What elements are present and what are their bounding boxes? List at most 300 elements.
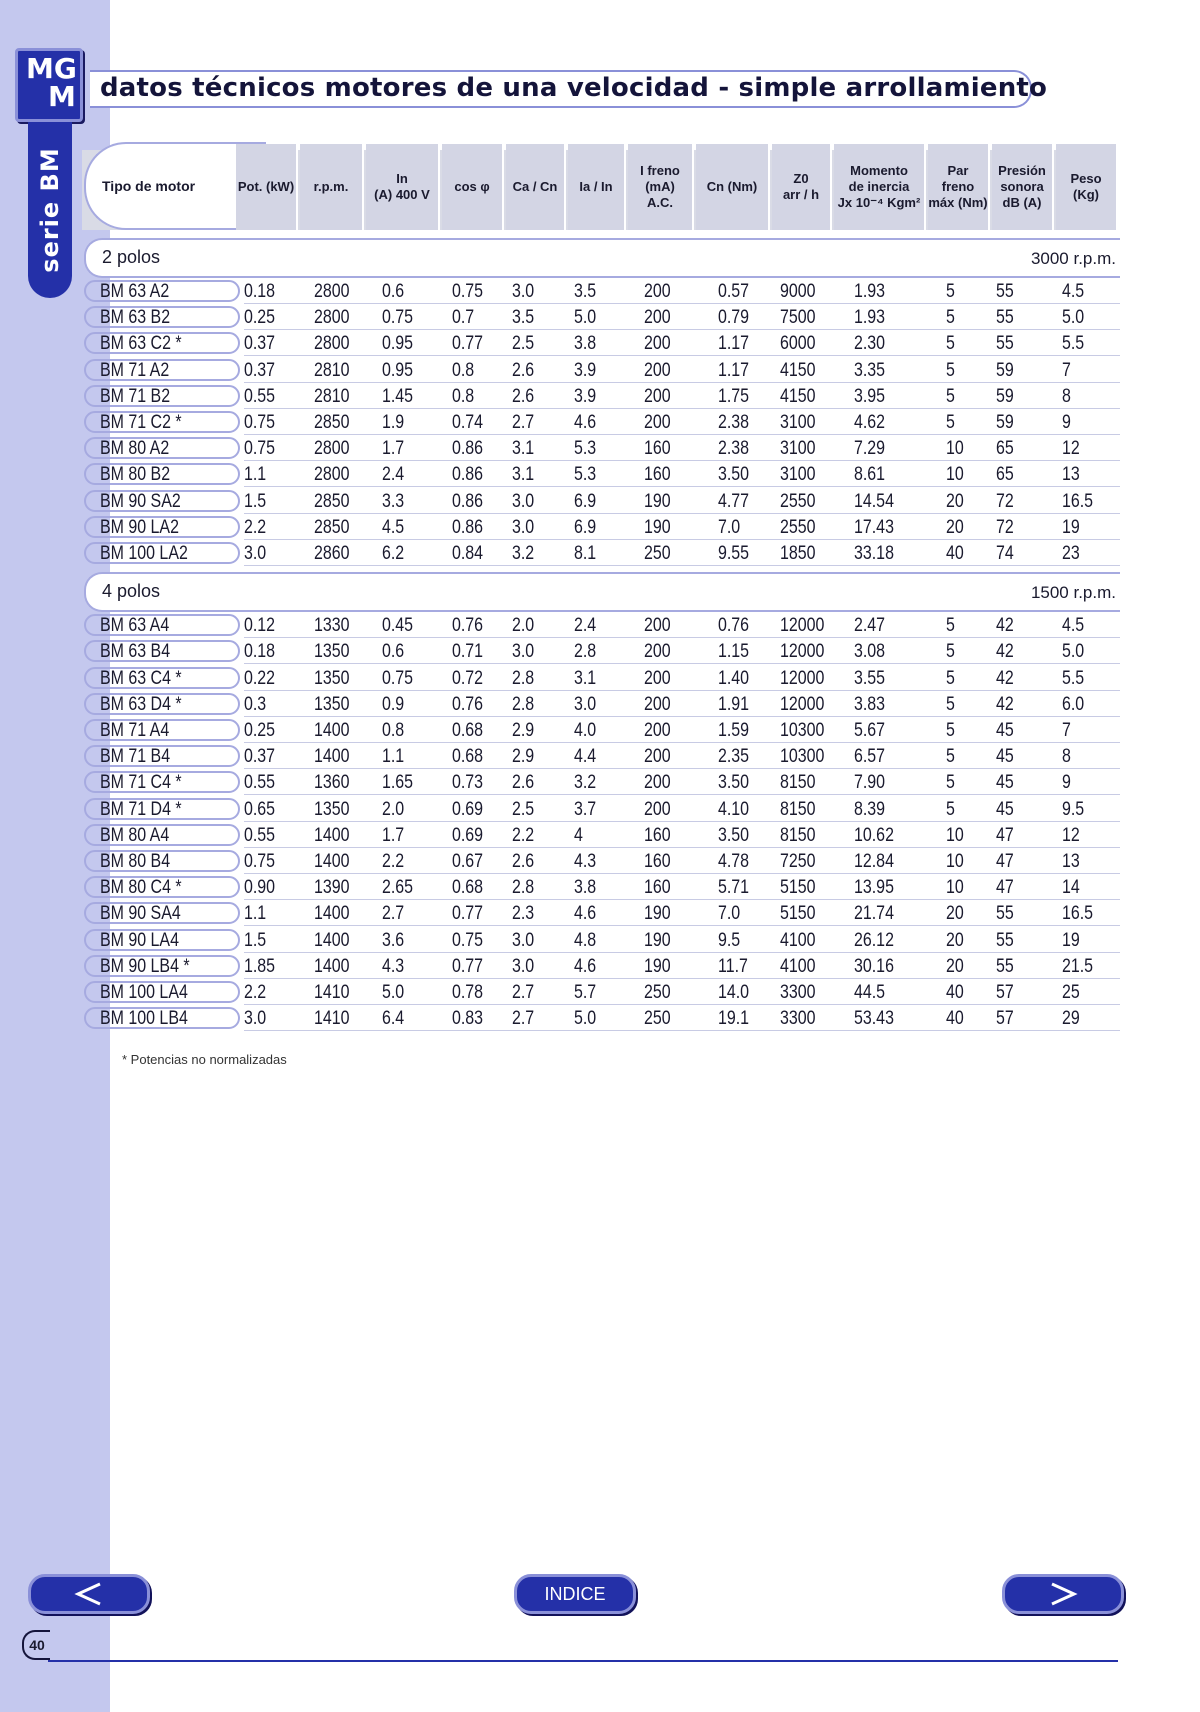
table-cell: 3.8 bbox=[574, 333, 597, 355]
table-cell: 1.9 bbox=[382, 412, 405, 433]
table-cell: 0.7 bbox=[452, 307, 475, 329]
column-header-line: freno bbox=[941, 179, 975, 194]
table-cell: 8150 bbox=[780, 798, 816, 820]
table-cell: 7 bbox=[1062, 720, 1071, 741]
table-cell: 0.72 bbox=[452, 667, 484, 689]
motor-type: BM 80 C4 * bbox=[100, 877, 182, 899]
table-cell: 1.75 bbox=[718, 385, 750, 407]
table-cell: 200 bbox=[644, 693, 671, 715]
table-cell: 8150 bbox=[780, 824, 816, 846]
table-cell: 5.0 bbox=[1062, 641, 1085, 663]
column-header bbox=[628, 144, 694, 230]
table-cell: 200 bbox=[644, 333, 671, 355]
table-cell: 3.6 bbox=[382, 929, 405, 951]
table-cell: 200 bbox=[644, 772, 671, 794]
table-cell: 4.4 bbox=[574, 746, 597, 768]
motor-type: BM 100 LB4 bbox=[100, 1008, 188, 1030]
table-cell: 160 bbox=[644, 877, 671, 899]
serie-label: serie BM bbox=[36, 147, 64, 273]
table-cell: 10300 bbox=[780, 720, 825, 741]
table-cell: 3.1 bbox=[512, 438, 535, 460]
motor-type: BM 63 C2 * bbox=[100, 333, 182, 355]
table-cell: 4100 bbox=[780, 929, 816, 951]
table-cell: 42 bbox=[996, 693, 1014, 715]
table-cell: 200 bbox=[644, 412, 671, 433]
motor-type: BM 71 C4 * bbox=[100, 772, 182, 794]
table-cell: 2.30 bbox=[854, 333, 886, 355]
column-header bbox=[1056, 144, 1118, 230]
table-cell: 2.8 bbox=[512, 693, 535, 715]
table-cell: 4.5 bbox=[382, 516, 405, 538]
group-header bbox=[84, 238, 1120, 278]
table-cell: 1.15 bbox=[718, 641, 750, 663]
table-cell: 10 bbox=[946, 851, 964, 872]
table-cell: 2.7 bbox=[512, 1008, 535, 1030]
table-cell: 1.17 bbox=[718, 333, 750, 355]
table-cell: 160 bbox=[644, 824, 671, 846]
table-cell: 2800 bbox=[314, 307, 350, 329]
table-cell: 2.2 bbox=[512, 824, 535, 846]
table-cell: 2550 bbox=[780, 490, 816, 512]
table-cell: 5.5 bbox=[1062, 333, 1085, 355]
table-cell: 9.5 bbox=[718, 929, 741, 951]
motor-type: BM 63 D4 * bbox=[100, 693, 182, 715]
motor-type: BM 63 B2 bbox=[100, 307, 171, 329]
column-header bbox=[772, 144, 832, 230]
table-cell: 1.45 bbox=[382, 385, 414, 407]
table-cell: 3300 bbox=[780, 1008, 816, 1030]
table-cell: 1.59 bbox=[718, 720, 750, 741]
table-cell: 8.39 bbox=[854, 798, 886, 820]
table-cell: 1.7 bbox=[382, 438, 405, 460]
table-row bbox=[84, 461, 1120, 487]
table-cell: 5 bbox=[946, 359, 955, 381]
table-cell: 29 bbox=[1062, 1008, 1080, 1030]
table-cell: 0.18 bbox=[244, 281, 276, 302]
table-cell: 33.18 bbox=[854, 543, 894, 564]
table-cell: 2850 bbox=[314, 516, 350, 538]
table-cell: 0.25 bbox=[244, 307, 276, 329]
table-cell: 0.75 bbox=[382, 307, 414, 329]
table-cell: 0.75 bbox=[452, 281, 484, 302]
table-cell: 160 bbox=[644, 464, 671, 486]
table-row bbox=[84, 796, 1120, 822]
table-cell: 20 bbox=[946, 903, 964, 925]
column-header-line: Par bbox=[947, 163, 969, 178]
table-cell: 2800 bbox=[314, 438, 350, 460]
column-header-line: Pot. (kW) bbox=[237, 179, 295, 194]
table-cell: 1410 bbox=[314, 1008, 350, 1030]
table-cell: 47 bbox=[996, 877, 1014, 899]
table-cell: 2.0 bbox=[512, 615, 535, 637]
page-number: 40 bbox=[22, 1630, 50, 1660]
table-cell: 0.73 bbox=[452, 772, 484, 794]
table-cell: 0.8 bbox=[452, 385, 475, 407]
table-cell: 0.8 bbox=[382, 720, 405, 741]
table-cell: 5.5 bbox=[1062, 667, 1085, 689]
table-cell: 30.16 bbox=[854, 955, 894, 977]
table-cell: 6.9 bbox=[574, 490, 597, 512]
previous-page-button[interactable] bbox=[28, 1574, 150, 1614]
table-cell: 0.68 bbox=[452, 720, 484, 741]
table-cell: 1.91 bbox=[718, 693, 750, 715]
column-header bbox=[696, 144, 770, 230]
table-cell: 0.37 bbox=[244, 746, 276, 768]
table-cell: 3.50 bbox=[718, 824, 750, 846]
table-cell: 0.95 bbox=[382, 333, 414, 355]
table-cell: 190 bbox=[644, 903, 671, 925]
table-cell: 0.71 bbox=[452, 641, 484, 663]
table-cell: 1350 bbox=[314, 693, 350, 715]
table-cell: 5.3 bbox=[574, 438, 597, 460]
table-cell: 3.1 bbox=[512, 464, 535, 486]
table-cell: 2800 bbox=[314, 464, 350, 486]
table-cell: 13 bbox=[1062, 464, 1080, 486]
table-cell: 3100 bbox=[780, 438, 816, 460]
table-cell: 45 bbox=[996, 772, 1014, 794]
table-cell: 0.12 bbox=[244, 615, 276, 637]
table-cell: 5 bbox=[946, 746, 955, 768]
motor-type: BM 63 C4 * bbox=[100, 667, 182, 689]
table-cell: 4.62 bbox=[854, 412, 886, 433]
table-cell: 3.1 bbox=[574, 667, 597, 689]
table-cell: 0.86 bbox=[452, 464, 484, 486]
table-cell: 5.0 bbox=[574, 1008, 597, 1030]
table-cell: 19.1 bbox=[718, 1008, 750, 1030]
page-title: datos técnicos motores de una velocidad - simple arrollamiento bbox=[100, 73, 1048, 103]
motor-type: BM 71 B2 bbox=[100, 385, 171, 407]
table-cell: 42 bbox=[996, 615, 1014, 637]
table-cell: 12.84 bbox=[854, 851, 894, 872]
table-cell: 0.77 bbox=[452, 333, 484, 355]
table-cell: 3.0 bbox=[574, 693, 597, 715]
column-header-line: Ia / In bbox=[579, 179, 613, 194]
table-cell: 5 bbox=[946, 772, 955, 794]
table-cell: 9000 bbox=[780, 281, 816, 302]
table-cell: 19 bbox=[1062, 516, 1080, 538]
table-cell: 0.76 bbox=[718, 615, 750, 637]
table-cell: 47 bbox=[996, 824, 1014, 846]
table-row bbox=[84, 979, 1120, 1005]
table-cell: 7.90 bbox=[854, 772, 886, 794]
table-cell: 8.1 bbox=[574, 543, 597, 564]
table-cell: 2.65 bbox=[382, 877, 414, 899]
table-cell: 5 bbox=[946, 667, 955, 689]
table-cell: 2.38 bbox=[718, 412, 750, 433]
table-cell: 0.76 bbox=[452, 615, 484, 637]
table-cell: 3.95 bbox=[854, 385, 886, 407]
table-cell: 45 bbox=[996, 720, 1014, 741]
table-cell: 2.8 bbox=[512, 667, 535, 689]
table-cell: 17.43 bbox=[854, 516, 894, 538]
table-cell: 3.2 bbox=[512, 543, 535, 564]
motor-type: BM 71 A2 bbox=[100, 359, 170, 381]
table-cell: 190 bbox=[644, 955, 671, 977]
table-cell: 5.71 bbox=[718, 877, 750, 899]
table-cell: 40 bbox=[946, 982, 964, 1003]
column-header-line: A.C. bbox=[646, 195, 673, 210]
table-cell: 4.77 bbox=[718, 490, 750, 512]
table-cell: 16.5 bbox=[1062, 490, 1094, 512]
table-cell: 200 bbox=[644, 615, 671, 637]
table-cell: 2800 bbox=[314, 333, 350, 355]
table-cell: 2.6 bbox=[512, 359, 535, 381]
table-cell: 1.40 bbox=[718, 667, 750, 689]
group-speed: 1500 r.p.m. bbox=[1030, 583, 1116, 603]
column-header-line: I freno bbox=[640, 163, 680, 178]
table-cell: 3.9 bbox=[574, 385, 597, 407]
table-cell: 5 bbox=[946, 615, 955, 637]
table-cell: 1330 bbox=[314, 615, 350, 637]
motor-type: BM 71 B4 bbox=[100, 746, 171, 768]
table-cell: 2.6 bbox=[512, 385, 535, 407]
table-cell: 1.85 bbox=[244, 955, 276, 977]
table-cell: 3.0 bbox=[244, 1008, 267, 1030]
table-cell: 250 bbox=[644, 982, 671, 1003]
table-cell: 1.1 bbox=[244, 464, 267, 486]
table-cell: 59 bbox=[996, 359, 1014, 381]
table-cell: 5 bbox=[946, 385, 955, 407]
table-cell: 2.9 bbox=[512, 746, 535, 768]
motor-type: BM 63 A4 bbox=[100, 615, 170, 637]
group-header bbox=[84, 572, 1120, 612]
table-cell: 12 bbox=[1062, 824, 1080, 846]
motor-type: BM 90 SA2 bbox=[100, 490, 181, 512]
table-cell: 10 bbox=[946, 438, 964, 460]
table-cell: 2.2 bbox=[244, 516, 267, 538]
table-row bbox=[84, 717, 1120, 743]
column-header-line: Peso bbox=[1070, 171, 1102, 186]
table-cell: 5.0 bbox=[382, 982, 405, 1003]
table-cell: 1.65 bbox=[382, 772, 414, 794]
table-cell: 2800 bbox=[314, 281, 350, 302]
table-cell: 1.1 bbox=[244, 903, 267, 925]
table-cell: 7 bbox=[1062, 359, 1071, 381]
table-cell: 2.4 bbox=[574, 615, 597, 637]
table-cell: 0.45 bbox=[382, 615, 414, 637]
table-cell: 57 bbox=[996, 982, 1014, 1003]
table-cell: 4.3 bbox=[574, 851, 597, 872]
table-cell: 0.78 bbox=[452, 982, 484, 1003]
table-cell: 2850 bbox=[314, 490, 350, 512]
table-cell: 21.5 bbox=[1062, 955, 1094, 977]
table-cell: 16.5 bbox=[1062, 903, 1094, 925]
table-cell: 3.0 bbox=[512, 641, 535, 663]
table-cell: 3.0 bbox=[512, 516, 535, 538]
table-cell: 2810 bbox=[314, 359, 350, 381]
table-cell: 3.0 bbox=[512, 955, 535, 977]
table-cell: 4.3 bbox=[382, 955, 405, 977]
table-cell: 0.37 bbox=[244, 359, 276, 381]
table-cell: 12 bbox=[1062, 438, 1080, 460]
table-cell: 3.5 bbox=[512, 307, 535, 329]
table-cell: 0.86 bbox=[452, 490, 484, 512]
table-cell: 0.57 bbox=[718, 281, 750, 302]
table-cell: 3.0 bbox=[512, 281, 535, 302]
table-cell: 200 bbox=[644, 641, 671, 663]
table-cell: 9.55 bbox=[718, 543, 750, 564]
table-cell: 3.3 bbox=[382, 490, 405, 512]
table-cell: 2.7 bbox=[512, 412, 535, 433]
table-cell: 0.75 bbox=[382, 667, 414, 689]
column-header-line: (A) 400 V bbox=[374, 187, 430, 202]
next-page-button[interactable] bbox=[1002, 1574, 1124, 1614]
table-cell: 4.8 bbox=[574, 929, 597, 951]
table-cell: 2550 bbox=[780, 516, 816, 538]
table-cell: 59 bbox=[996, 385, 1014, 407]
column-header bbox=[506, 144, 566, 230]
table-cell: 200 bbox=[644, 746, 671, 768]
column-header-line: In bbox=[396, 171, 408, 186]
table-cell: 250 bbox=[644, 1008, 671, 1030]
table-row bbox=[84, 900, 1120, 926]
motor-type: BM 63 A2 bbox=[100, 281, 170, 302]
table-cell: 3.9 bbox=[574, 359, 597, 381]
table-cell: 13.95 bbox=[854, 877, 894, 899]
table-cell: 200 bbox=[644, 667, 671, 689]
table-cell: 6.4 bbox=[382, 1008, 405, 1030]
table-cell: 2.7 bbox=[382, 903, 405, 925]
table-cell: 55 bbox=[996, 281, 1014, 302]
table-cell: 7.0 bbox=[718, 516, 741, 538]
column-header bbox=[236, 144, 298, 230]
table-cell: 0.67 bbox=[452, 851, 484, 872]
table-cell: 1350 bbox=[314, 798, 350, 820]
table-cell: 55 bbox=[996, 307, 1014, 329]
table-cell: 200 bbox=[644, 281, 671, 302]
table-cell: 4.78 bbox=[718, 851, 750, 872]
table-cell: 8.61 bbox=[854, 464, 886, 486]
table-cell: 1400 bbox=[314, 851, 350, 872]
table-cell: 0.18 bbox=[244, 641, 276, 663]
table-cell: 2.3 bbox=[512, 903, 535, 925]
table-cell: 1350 bbox=[314, 641, 350, 663]
table-cell: 1.1 bbox=[382, 746, 405, 768]
table-cell: 10.62 bbox=[854, 824, 894, 846]
table-cell: 7.29 bbox=[854, 438, 886, 460]
column-header-line: sonora bbox=[1000, 179, 1044, 194]
table-row bbox=[84, 874, 1120, 900]
table-cell: 5 bbox=[946, 798, 955, 820]
table-cell: 8 bbox=[1062, 746, 1071, 768]
table-cell: 12000 bbox=[780, 641, 825, 663]
table-cell: 5 bbox=[946, 333, 955, 355]
table-cell: 5.67 bbox=[854, 720, 886, 741]
serie-tab bbox=[28, 122, 72, 298]
table-cell: 65 bbox=[996, 464, 1014, 486]
table-cell: 44.5 bbox=[854, 982, 886, 1003]
table-cell: 0.55 bbox=[244, 385, 276, 407]
table-cell: 19 bbox=[1062, 929, 1080, 951]
motor-type: BM 100 LA2 bbox=[100, 543, 188, 564]
title-bar bbox=[90, 70, 1048, 108]
chevron-left-icon bbox=[74, 1582, 104, 1606]
column-header-line: dB (A) bbox=[1002, 195, 1042, 210]
bottom-rule bbox=[48, 1660, 1118, 1662]
table-cell: 3.5 bbox=[574, 281, 597, 302]
table-cell: 9 bbox=[1062, 412, 1071, 433]
table-cell: 26.12 bbox=[854, 929, 894, 951]
table-row bbox=[84, 304, 1120, 330]
table-cell: 2.7 bbox=[512, 982, 535, 1003]
table-cell: 10 bbox=[946, 464, 964, 486]
table-cell: 10 bbox=[946, 824, 964, 846]
motor-type: BM 71 D4 * bbox=[100, 798, 182, 820]
table-cell: 0.68 bbox=[452, 746, 484, 768]
table-cell: 2.0 bbox=[382, 798, 405, 820]
table-cell: 0.3 bbox=[244, 693, 267, 715]
table-cell: 2.47 bbox=[854, 615, 886, 637]
table-row bbox=[84, 540, 1120, 566]
table-cell: 6.9 bbox=[574, 516, 597, 538]
table-cell: 1.93 bbox=[854, 307, 886, 329]
table-cell: 0.77 bbox=[452, 903, 484, 925]
table-cell: 0.75 bbox=[244, 412, 276, 433]
table-cell: 4.5 bbox=[1062, 615, 1085, 637]
table-cell: 12000 bbox=[780, 615, 825, 637]
table-cell: 2.5 bbox=[512, 798, 535, 820]
table-cell: 4.6 bbox=[574, 955, 597, 977]
column-header-line: Momento bbox=[850, 163, 908, 178]
motor-type: BM 90 LB4 * bbox=[100, 955, 190, 977]
table-cell: 8150 bbox=[780, 772, 816, 794]
table-row bbox=[84, 638, 1120, 664]
table-cell: 2.5 bbox=[512, 333, 535, 355]
table-cell: 9 bbox=[1062, 772, 1071, 794]
table-cell: 1400 bbox=[314, 955, 350, 977]
table-cell: 55 bbox=[996, 955, 1014, 977]
table-cell: 7250 bbox=[780, 851, 816, 872]
table-cell: 2.8 bbox=[574, 641, 597, 663]
column-header-line: arr / h bbox=[782, 187, 820, 202]
table-cell: 1400 bbox=[314, 824, 350, 846]
table-cell: 40 bbox=[946, 543, 964, 564]
table-cell: 0.76 bbox=[452, 693, 484, 715]
table-cell: 2.38 bbox=[718, 438, 750, 460]
table-cell: 3.0 bbox=[244, 543, 267, 564]
table-cell: 1400 bbox=[314, 903, 350, 925]
table-cell: 12000 bbox=[780, 693, 825, 715]
table-cell: 0.77 bbox=[452, 955, 484, 977]
table-cell: 0.90 bbox=[244, 877, 276, 899]
table-cell: 3100 bbox=[780, 464, 816, 486]
column-header-line: de inercia bbox=[848, 179, 910, 194]
table-cell: 0.75 bbox=[244, 438, 276, 460]
table-cell: 25 bbox=[1062, 982, 1080, 1003]
table-row bbox=[84, 357, 1120, 383]
index-button[interactable]: INDICE bbox=[514, 1574, 636, 1614]
table-cell: 4.0 bbox=[574, 720, 597, 741]
table-cell: 0.68 bbox=[452, 877, 484, 899]
table-cell: 59 bbox=[996, 412, 1014, 433]
table-cell: 72 bbox=[996, 516, 1014, 538]
column-header-line: cos φ bbox=[454, 179, 490, 194]
table-row bbox=[84, 1005, 1120, 1031]
table-cell: 0.75 bbox=[452, 929, 484, 951]
table-cell: 20 bbox=[946, 955, 964, 977]
column-header-line: máx (Nm) bbox=[928, 195, 988, 210]
table-row bbox=[84, 743, 1120, 769]
table-cell: 20 bbox=[946, 516, 964, 538]
table-cell: 12000 bbox=[780, 667, 825, 689]
table-cell: 2.4 bbox=[382, 464, 405, 486]
motor-type: BM 80 A2 bbox=[100, 438, 170, 460]
table-cell: 0.65 bbox=[244, 798, 276, 820]
table-cell: 2850 bbox=[314, 412, 350, 433]
table-cell: 0.55 bbox=[244, 772, 276, 794]
table-cell: 5.0 bbox=[574, 307, 597, 329]
table-cell: 2.9 bbox=[512, 720, 535, 741]
